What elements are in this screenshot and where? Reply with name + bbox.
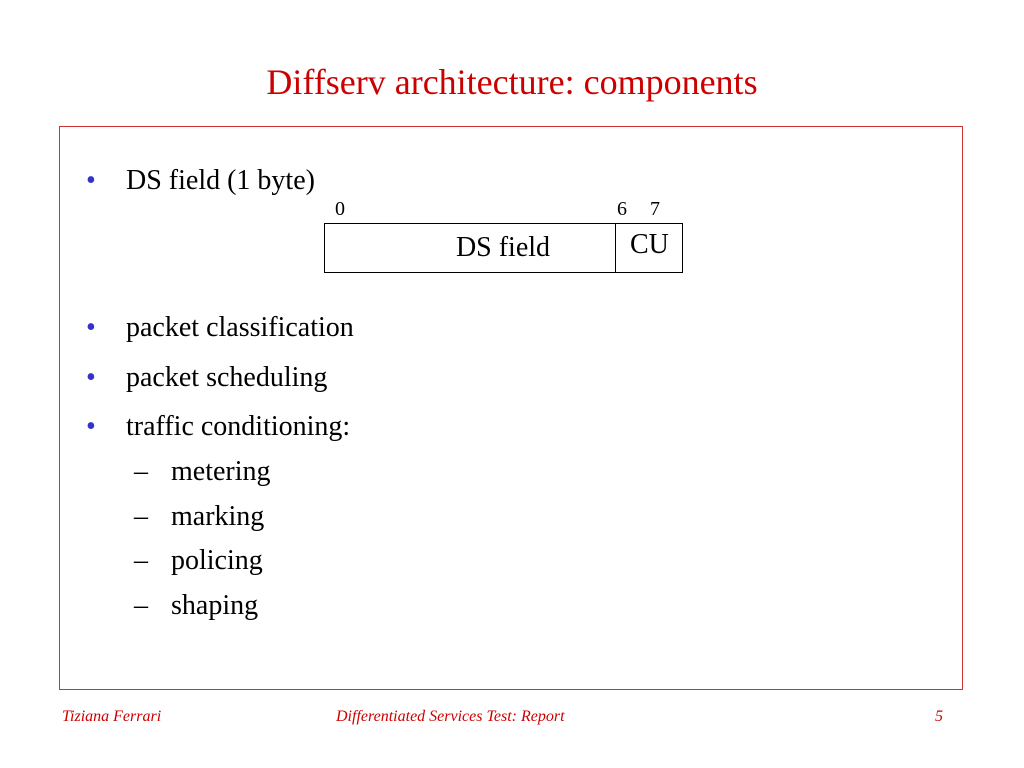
bit-label-6: 6 [617, 198, 627, 220]
cu-label: CU [630, 229, 669, 260]
footer-author: Tiziana Ferrari [62, 708, 162, 725]
sub-bullet-text: policing [171, 545, 263, 576]
sub-bullet-marker: – [134, 590, 148, 621]
ds-field-box [324, 223, 683, 273]
bit-label-0: 0 [335, 198, 345, 220]
sub-bullet-text: shaping [171, 590, 259, 621]
ds-field-label-text: DS field [455, 232, 551, 263]
sub-bullet-marker: – [134, 456, 148, 487]
bullet-marker: • [86, 411, 96, 442]
sub-bullet-marker: – [134, 545, 148, 576]
slide-title: Diffserv architecture: components [266, 62, 758, 102]
bullet-text: packet classification [126, 312, 354, 343]
footer-report-title: Differentiated Services Test: Report [336, 708, 565, 725]
bit-label-7: 7 [650, 198, 660, 220]
bullet-marker: • [86, 362, 96, 393]
sub-bullet-marker: – [134, 501, 148, 532]
sub-bullet-text: marking [171, 501, 265, 532]
bullet-text: traffic conditioning: [126, 411, 351, 442]
bullet-marker: • [86, 165, 96, 196]
bullet-text: DS field (1 byte) [126, 165, 315, 196]
footer-page-number: 5 [935, 708, 943, 725]
sub-bullet-text: metering [171, 456, 271, 487]
bullet-text: packet scheduling [126, 362, 328, 393]
bullet-marker: • [86, 312, 96, 343]
ds-field-label [325, 231, 681, 265]
